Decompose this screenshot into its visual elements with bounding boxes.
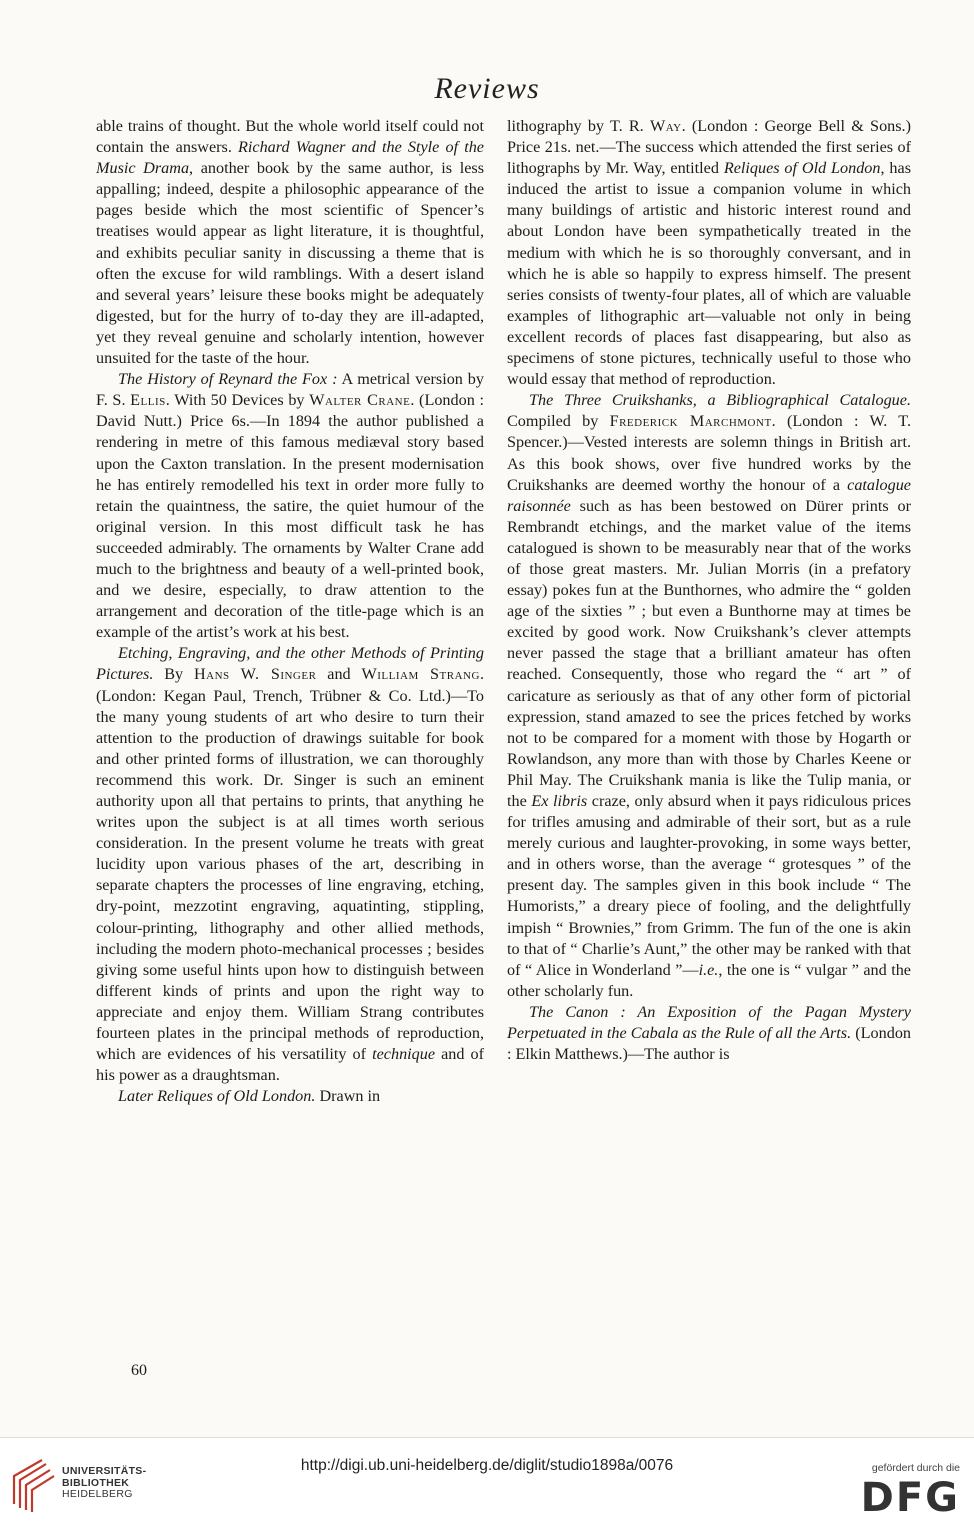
paragraph-wagner <box>96 116 484 369</box>
book-title: Richard Wagner and the Style of the Music Drama <box>96 138 484 178</box>
book-title: The Canon : An Exposition of the Pagan Mystery Perpetuated in the Cabala as the Rule of all the Arts. <box>507 1002 911 1043</box>
illustrator-name: Walter Crane <box>309 391 411 410</box>
paragraph-later-reliques <box>96 1086 484 1107</box>
text-span: By <box>153 665 194 684</box>
source-url-link[interactable]: http://digi.ub.uni-heidelberg.de/diglit/studio1898a/0076 <box>300 1457 674 1474</box>
text-span: craze, only absurd when it pays ridiculous prices for trifles amusing and admirable of their sort, but as a rule merely curious and laughter-provoking, in some ways better, and in others worse, than the average “ grotesques ” of the present day. The samples given in this book include “ The Humorists,” a dreary piece of fooling, and the delightfully impish “ Brownies,” from Grimm. The fun of the one is akin to that of “ Charlie’s Aunt,” the other may be ranked with that of “ Alice in Wonderland ”— <box>507 792 912 979</box>
author-name: William Strang <box>361 665 480 684</box>
library-name-line: UNIVERSITÄTS- <box>62 1465 147 1477</box>
text-span: lithography by T. R. <box>507 117 650 135</box>
author-name: Ellis <box>130 391 166 410</box>
italic-term: technique <box>372 1045 436 1064</box>
paragraph-way <box>507 116 911 390</box>
right-column <box>507 116 911 1065</box>
book-title: Reliques of Old London <box>723 159 881 178</box>
text-span: . (London: Kegan Paul, Trench, Trübner & Co. Ltd.)—To the many young students of art who desire to turn their attention to the production of drawings suitable for book and other printed forms of illustration, we can thoroughly recommend this work. Dr. Singer is such an eminent authority upon all that pertains to prints, that anything he writes upon the subject is at all times worth serious consideration. In the present volume he treats with great lucidity upon various phases of the art, describing in separate chapters the processes of line engraving, etching, dry-point, mezzotint engraving, aquatinting, stippling, colour-printing, lithography and other allied methods, including the modern photo-mechanical processes ; besides giving some useful hints upon how to distinguish between different kinds of prints and upon the right way to appreciate and enjoy them. William Strang contributes fourteen plates in the principal methods of reproduction, which are evidences of his versatility of <box>96 665 484 1064</box>
text-span: such as has been bestowed on Dürer prints or Rembrandt etchings, and the market value of the items catalogued is shown to be measurably near that of the works of those great masters. Mr. Julian Morris (in a prefatory essay) pokes fun at the Bunthornes, who admire the “ golden age of the sixties ” ; but even a Bunthorne may at times be excited by good work. Now Cruikshank’s clever attempts never passed the stage that a brilliant amateur has often reached. Consequently, those who regard the “ art ” of caricature as seriously as that of any other form of pictorial expression, stand amazed to see the prices fetched by works not to be compared for a moment with those by Hogarth or Rowlandson, any more than with those by Charles Keene or Phil May. The Cruikshank mania is like the Tulip mania, or the <box>507 496 911 810</box>
text-span: . (London : W. T. Spencer.)—Vested interests are solemn things in British art. As this book shows, over five hundred works by the Cruikshanks are deemed worthy the honour of a <box>507 412 911 494</box>
text-span: , the one is “ vulgar ” and the other scholarly fun. <box>507 960 911 1000</box>
left-column <box>96 116 484 1107</box>
text-span: and <box>316 665 362 684</box>
paragraph-canon <box>507 1002 911 1065</box>
text-span: able trains of thought. But the whole world itself could not contain the answers. <box>96 117 484 157</box>
italic-term: Ex libris <box>531 792 588 810</box>
book-title: Later Reliques of Old London. <box>118 1087 316 1106</box>
italic-term: i.e. <box>698 960 719 979</box>
library-name-line: BIBLIOTHEK <box>62 1476 130 1489</box>
author-name: Way <box>649 117 682 135</box>
text-span: and of his power as a draughtsman. <box>96 1045 485 1085</box>
page-header: Reviews <box>434 72 540 105</box>
paragraph-etching <box>96 643 484 1086</box>
funded-by-label: gefördert durch die <box>871 1462 960 1474</box>
text-span: Drawn in <box>315 1087 381 1106</box>
italic-term: catalogue raisonnée <box>507 475 911 515</box>
text-span: Compiled by <box>507 412 610 431</box>
text-span: . With 50 Devices by <box>165 391 310 410</box>
page-number: 60 <box>131 1362 147 1379</box>
text-span: , another book by the same author, is less appalling; indeed, despite a philosophic appearance of the pages beside which the most scientific of Spencer’s treatises would appear as light literature, it is thoughtful, and exhibits peculiar sanity in discussing a theme that is often the excuse for wild ramblings. With a desert island and several years’ leisure these books might be adequately digested, but for the hurry of to-day they are ill-adapted, yet they reveal genuine and scholarly intention, however unsuited for the taste of the hour. <box>96 159 484 368</box>
book-title: Etching, Engraving, and the other Methods of Printing Pictures. <box>96 644 484 684</box>
text-span: , has induced the artist to issue a companion volume in which many buildings of artistic and historic interest round and about London have been sympathetically treated in the medium with which he is so thoroughly conversant, and in which he is able so happily to express himself. The present series consists of twenty-four plates, all of which are valuable examples of lithographic art—valuable not only in being excellent records of places fast disappearing, but also as specimens of stone pictures, technically useful to those who would essay that method of reproduction. <box>507 159 911 389</box>
library-name-line: HEIDELBERG <box>62 1488 133 1500</box>
book-title: The Three Cruikshanks, a Bibliographical Catalogue. <box>529 391 911 410</box>
text-span: . (London : George Bell & Sons.) Price 21s. net.—The success which attended the first series of lithographs by Mr. Way, entitled <box>507 117 911 178</box>
text-span: (London : Elkin Matthews.)—The author is <box>507 1024 912 1064</box>
text-span: A metrical version by F. S. <box>96 370 484 410</box>
footer-bar <box>0 1438 974 1530</box>
paragraph-reynard <box>96 369 484 643</box>
dfg-logo: DFG <box>860 1475 960 1521</box>
paragraph-cruikshanks <box>507 390 911 1002</box>
author-name: Frederick Marchmont <box>609 412 772 431</box>
author-name: Hans W. Singer <box>193 665 317 684</box>
text-span: . (London : David Nutt.) Price 6s.—In 1894 the author published a rendering in metre of this famous mediæval story based upon the Caxton translation. In the present modernisation he has entirely remodelled his text in order more fully to retain the quaintness, the satire, the quiet humour of the original version. In this most difficult task he has succeeded admirably. The ornaments by Walter Crane add much to the brightness and beauty of a well-printed book, and we desire, especially, to draw attention to the arrangement and decoration of the title-page which is an example of the artist’s work at his best. <box>96 391 484 642</box>
book-title: The History of Reynard the Fox : <box>118 370 338 389</box>
